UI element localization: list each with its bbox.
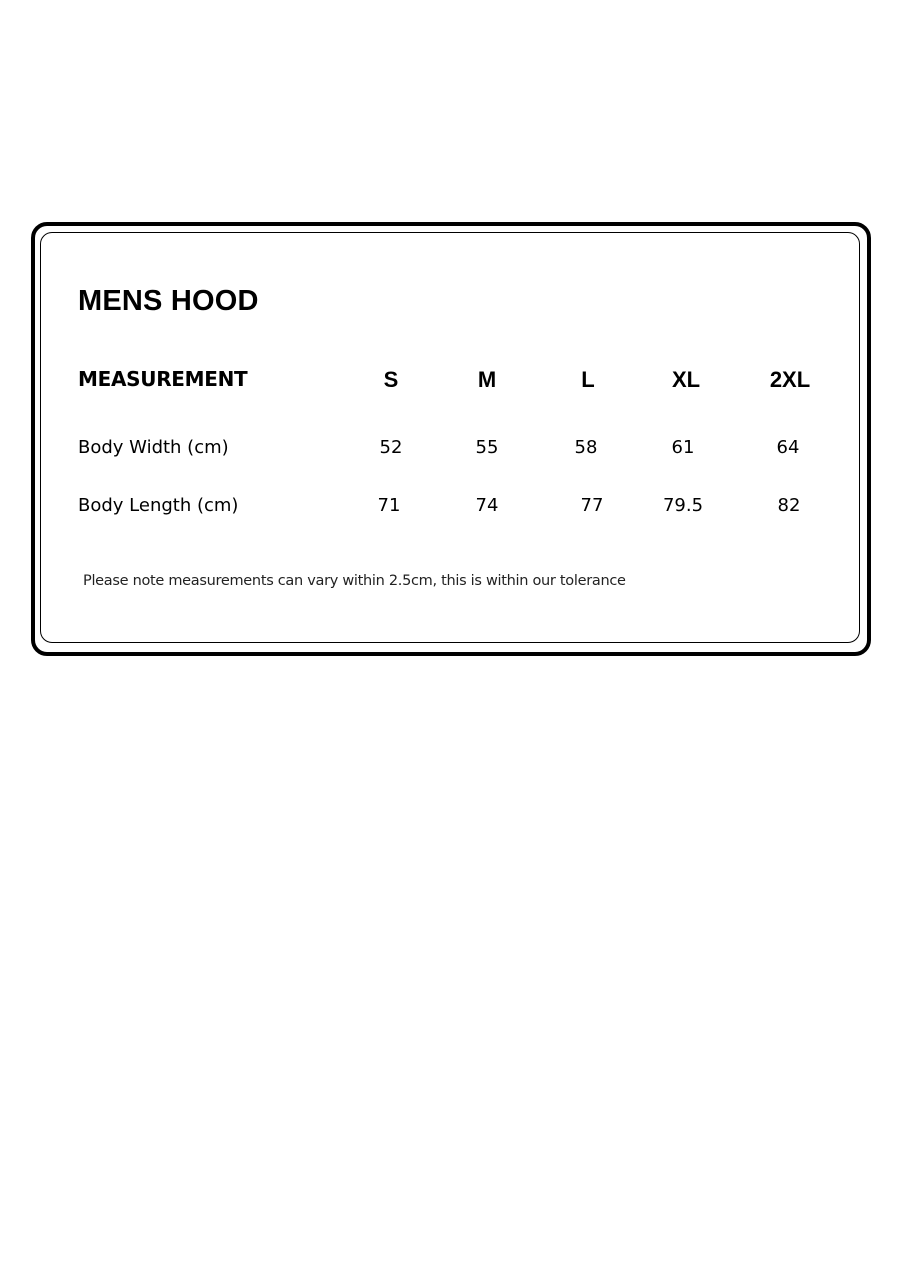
- body-length-l: 77: [580, 495, 604, 516]
- body-length-xl: 79.5: [662, 495, 704, 516]
- body-width-xl: 61: [671, 437, 695, 458]
- page-title: MENS HOOD: [78, 285, 259, 317]
- body-width-m: 55: [475, 437, 499, 458]
- size-header-xl: XL: [671, 367, 701, 392]
- body-width-s: 52: [379, 437, 403, 458]
- size-header-m: M: [477, 367, 497, 392]
- body-width-l: 58: [574, 437, 598, 458]
- size-header-2xl: 2XL: [769, 367, 811, 392]
- size-header-l: L: [581, 367, 595, 392]
- body-width-2xl: 64: [776, 437, 800, 458]
- body-length-m: 74: [475, 495, 499, 516]
- tolerance-note: Please note measurements can vary within 2.5cm, this is within our tolerance: [83, 573, 626, 589]
- body-length-2xl: 82: [777, 495, 801, 516]
- body-length-s: 71: [377, 495, 401, 516]
- row-label-body-width: Body Width (cm): [78, 437, 229, 458]
- measurement-column-header: MEASUREMENT: [78, 367, 248, 391]
- size-header-s: S: [383, 367, 399, 392]
- row-label-body-length: Body Length (cm): [78, 495, 239, 516]
